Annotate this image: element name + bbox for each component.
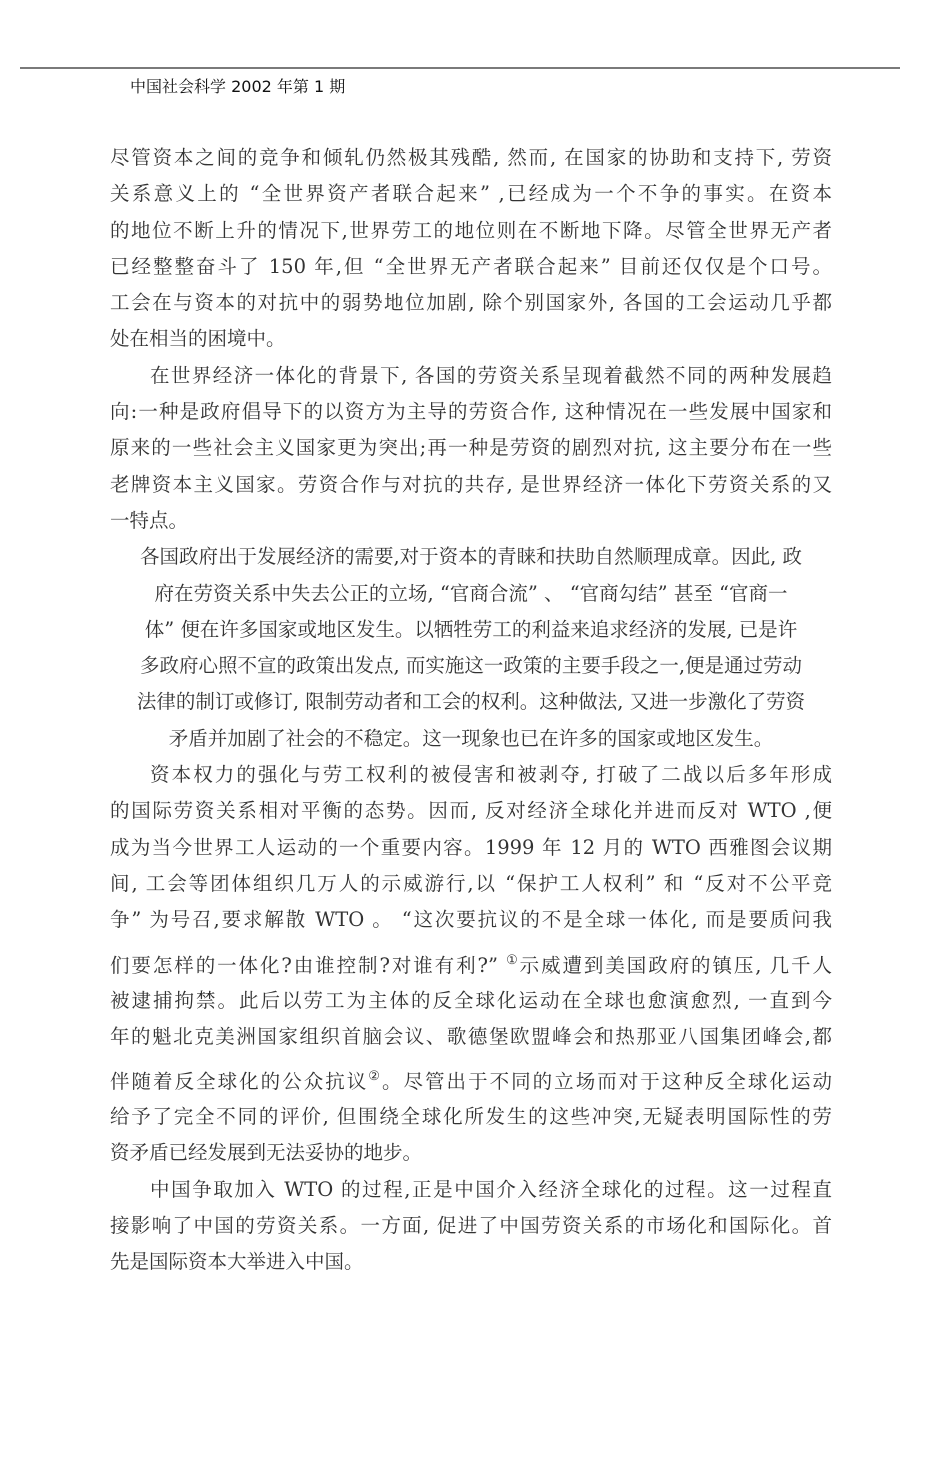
text-line: 多政府心照不宣的政策出发点, 而实施这一政策的主要手段之一,便是通过劳动 bbox=[139, 654, 803, 678]
text-segment: 。尽管出于不同的立场而对于这种反全球化运动 bbox=[381, 1070, 832, 1094]
running-head: 中国社会科学 2002 年第 1 期 bbox=[130, 77, 346, 96]
text-line: 年的魁北克美洲国家组织首脑会议、歌德堡欧盟峰会和热那亚八国集团峰会,都 bbox=[110, 1024, 832, 1048]
text-line bbox=[110, 939, 832, 983]
text-line: 先是国际资本大举进入中国。 bbox=[110, 1250, 364, 1274]
paragraph-5 bbox=[110, 1172, 832, 1281]
article-body bbox=[110, 140, 832, 1281]
text-line bbox=[110, 1055, 832, 1099]
text-line: 间, 工会等团体组织几万人的示威游行,以 “保护工人权利” 和 “反对不公平竞 bbox=[110, 871, 832, 895]
text-line: 关系意义上的 “全世界资产者联合起来” ,已经成为一个不争的事实。在资本 bbox=[110, 182, 832, 206]
paragraph-1 bbox=[110, 140, 832, 358]
text-line: 矛盾并加剧了社会的不稳定。这一现象也已在许多的国家或地区发生。 bbox=[168, 726, 774, 750]
text-line: 给予了完全不同的评价, 但围绕全球化所发生的这些冲突,无疑表明国际性的劳 bbox=[110, 1105, 832, 1129]
text-line: 体” 便在许多国家或地区发生。以牺牲劳工的利益来追求经济的发展, 已是许 bbox=[144, 617, 798, 641]
text-line: 资本权力的强化与劳工权利的被侵害和被剥夺, 打破了二战以后多年形成 bbox=[150, 763, 832, 787]
header-rule bbox=[20, 67, 900, 69]
footnote-ref-1[interactable]: ① bbox=[506, 952, 520, 968]
text-line: 原来的一些社会主义国家更为突出;再一种是劳资的剧烈对抗, 这主要分布在一些 bbox=[110, 436, 832, 460]
text-line: 府在劳资关系中失去公正的立场, “官商合流” 、 “官商勾结” 甚至 “官商一 bbox=[154, 581, 788, 605]
text-line: 工会在与资本的对抗中的弱势地位加剧, 除个别国家外, 各国的工会运动几乎都 bbox=[110, 291, 832, 315]
text-line: 法律的制订或修订, 限制劳动者和工会的权利。这种做法, 又进一步激化了劳资 bbox=[136, 690, 806, 714]
text-line: 接影响了中国的劳资关系。一方面, 促进了中国劳资关系的市场化和国际化。首 bbox=[110, 1214, 832, 1238]
paragraph-4 bbox=[110, 757, 832, 1172]
text-line: 各国政府出于发展经济的需要,对于资本的青睐和扶助自然顺理成章。因此, 政 bbox=[139, 545, 803, 569]
text-line: 的国际劳资关系相对平衡的态势。因而, 反对经济全球化并进而反对 WTO ,便 bbox=[110, 799, 832, 823]
text-line: 向:一种是政府倡导下的以资方为主导的劳资合作, 这种情况在一些发展中国家和 bbox=[110, 400, 832, 424]
text-line: 的地位不断上升的情况下,世界劳工的地位则在不断地下降。尽管全世界无产者 bbox=[110, 218, 832, 242]
text-line: 一特点。 bbox=[110, 508, 189, 532]
text-segment: 示威遭到美国政府的镇压, 几千人 bbox=[519, 953, 832, 977]
footnote-ref-2[interactable]: ② bbox=[368, 1069, 382, 1085]
text-line: 成为当今世界工人运动的一个重要内容。1999 年 12 月的 WTO 西雅图会议期 bbox=[110, 835, 832, 859]
text-line: 已经整整奋斗了 150 年,但 “全世界无产者联合起来” 目前还仅仅是个口号。 bbox=[110, 254, 832, 278]
text-segment: 们要怎样的一体化?由谁控制?对谁有利?” bbox=[110, 953, 507, 977]
text-line: 争” 为号召,要求解散 WTO 。 “这次要抗议的不是全球一体化, 而是要质问我 bbox=[110, 908, 832, 932]
text-line: 尽管资本之间的竞争和倾轧仍然极其残酷, 然而, 在国家的协助和支持下, 劳资 bbox=[110, 146, 832, 169]
paragraph-3 bbox=[110, 539, 832, 757]
text-line: 老牌资本主义国家。劳资合作与对抗的共存, 是世界经济一体化下劳资关系的又 bbox=[110, 472, 832, 496]
paragraph-2 bbox=[110, 358, 832, 539]
text-line: 被逮捕拘禁。此后以劳工为主体的反全球化运动在全球也愈演愈烈, 一直到今 bbox=[110, 988, 832, 1012]
text-line: 中国争取加入 WTO 的过程,正是中国介入经济全球化的过程。这一过程直 bbox=[150, 1177, 832, 1201]
text-line: 在世界经济一体化的背景下, 各国的劳资关系呈现着截然不同的两种发展趋 bbox=[150, 363, 832, 387]
text-segment: 伴随着反全球化的公众抗议 bbox=[110, 1070, 369, 1094]
text-line: 资矛盾已经发展到无法妥协的地步。 bbox=[110, 1141, 423, 1165]
text-line: 处在相当的困境中。 bbox=[110, 327, 286, 351]
